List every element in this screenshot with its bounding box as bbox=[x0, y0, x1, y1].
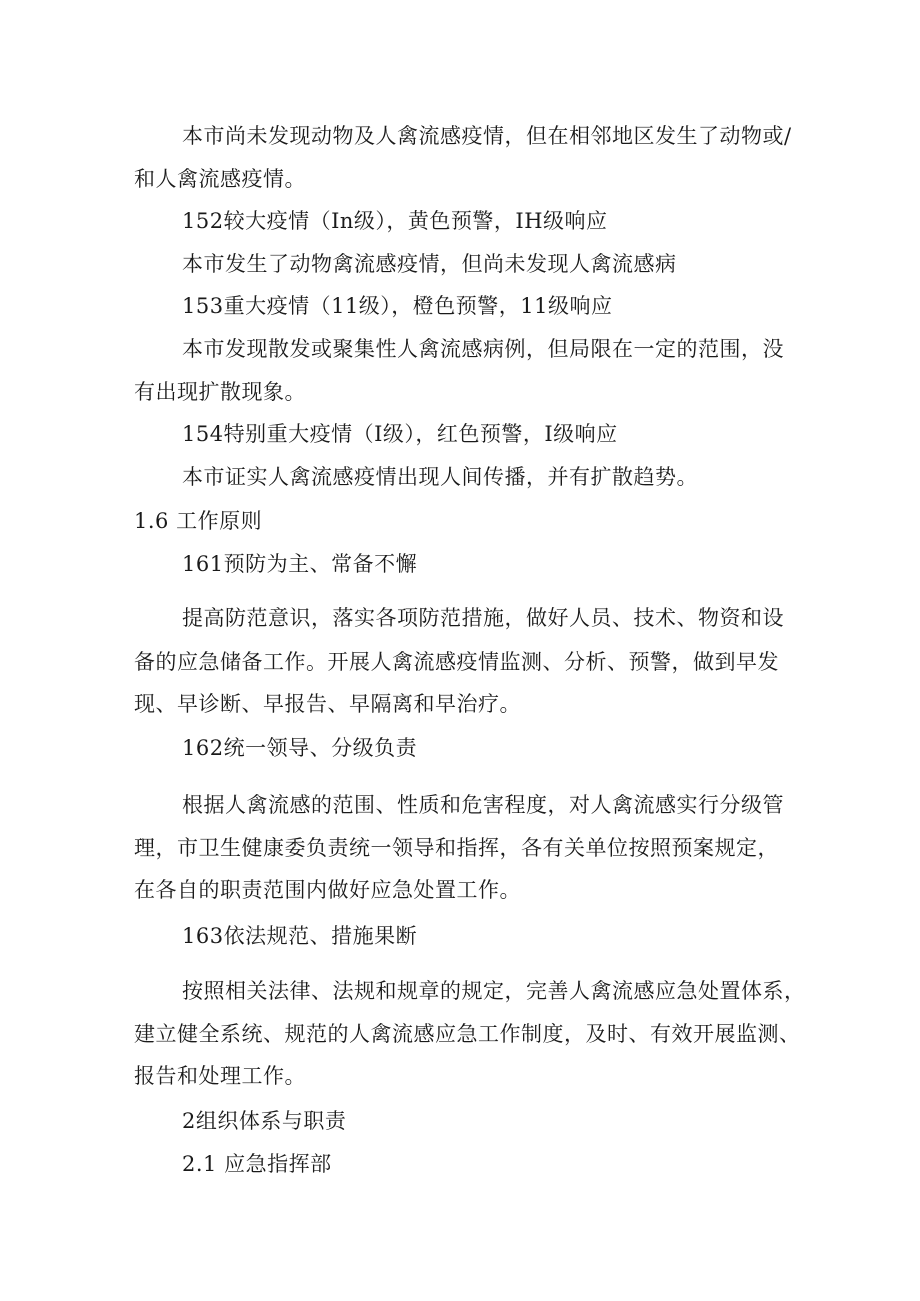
paragraph-line: 报告和处理工作。 bbox=[134, 1064, 306, 1088]
section-heading: 2组织体系与职责 bbox=[182, 1109, 347, 1133]
paragraph-line: 现、早诊断、早报告、早隔离和早治疗。 bbox=[134, 692, 521, 716]
paragraph-line: 在各自的职责范围内做好应急处置工作。 bbox=[134, 878, 521, 902]
paragraph-line: 按照相关法律、法规和规章的规定，完善人禽流感应急处置体系， bbox=[182, 979, 806, 1003]
section-heading: 1.6 工作原则 bbox=[134, 509, 263, 533]
subsection-heading: 163依法规范、措施果断 bbox=[182, 924, 418, 948]
subsection-heading: 161预防为主、常备不懈 bbox=[182, 552, 418, 576]
paragraph-line: 提高防范意识，落实各项防范措施，做好人员、技术、物资和设 bbox=[182, 606, 784, 630]
paragraph-line: 有出现扩散现象。 bbox=[134, 380, 306, 404]
paragraph-line: 备的应急储备工作。开展人禽流感疫情监测、分析、预警，做到早发 bbox=[134, 650, 779, 674]
paragraph-line: 本市证实人禽流感疫情出现人间传播，并有扩散趋势。 bbox=[182, 465, 698, 489]
paragraph-line: 理，市卫生健康委负责统一领导和指挥，各有关单位按照预案规定， bbox=[134, 836, 779, 860]
paragraph-line: 建立健全系统、规范的人禽流感应急工作制度，及时、有效开展监测、 bbox=[134, 1022, 801, 1046]
paragraph-line: 本市尚未发现动物及人禽流感疫情，但在相邻地区发生了动物或/ bbox=[182, 124, 792, 148]
section-heading: 2.1 应急指挥部 bbox=[182, 1152, 332, 1176]
paragraph-line: 本市发生了动物禽流感疫情，但尚未发现人禽流感病 bbox=[182, 252, 677, 276]
paragraph-line: 和人禽流感疫情。 bbox=[134, 167, 306, 191]
paragraph-line: 根据人禽流感的范围、性质和危害程度，对人禽流感实行分级管 bbox=[182, 793, 784, 817]
subsection-heading: 162统一领导、分级负责 bbox=[182, 736, 418, 760]
paragraph-line: 本市发现散发或聚集性人禽流感病例，但局限在一定的范围，没 bbox=[182, 337, 784, 361]
subsection-heading: 153重大疫情（11级），橙色预警，11级响应 bbox=[182, 294, 613, 318]
subsection-heading: 152较大疫情（In级），黄色预警，IH级响应 bbox=[182, 209, 608, 233]
subsection-heading: 154特别重大疫情（I级），红色预警，I级响应 bbox=[182, 422, 618, 446]
